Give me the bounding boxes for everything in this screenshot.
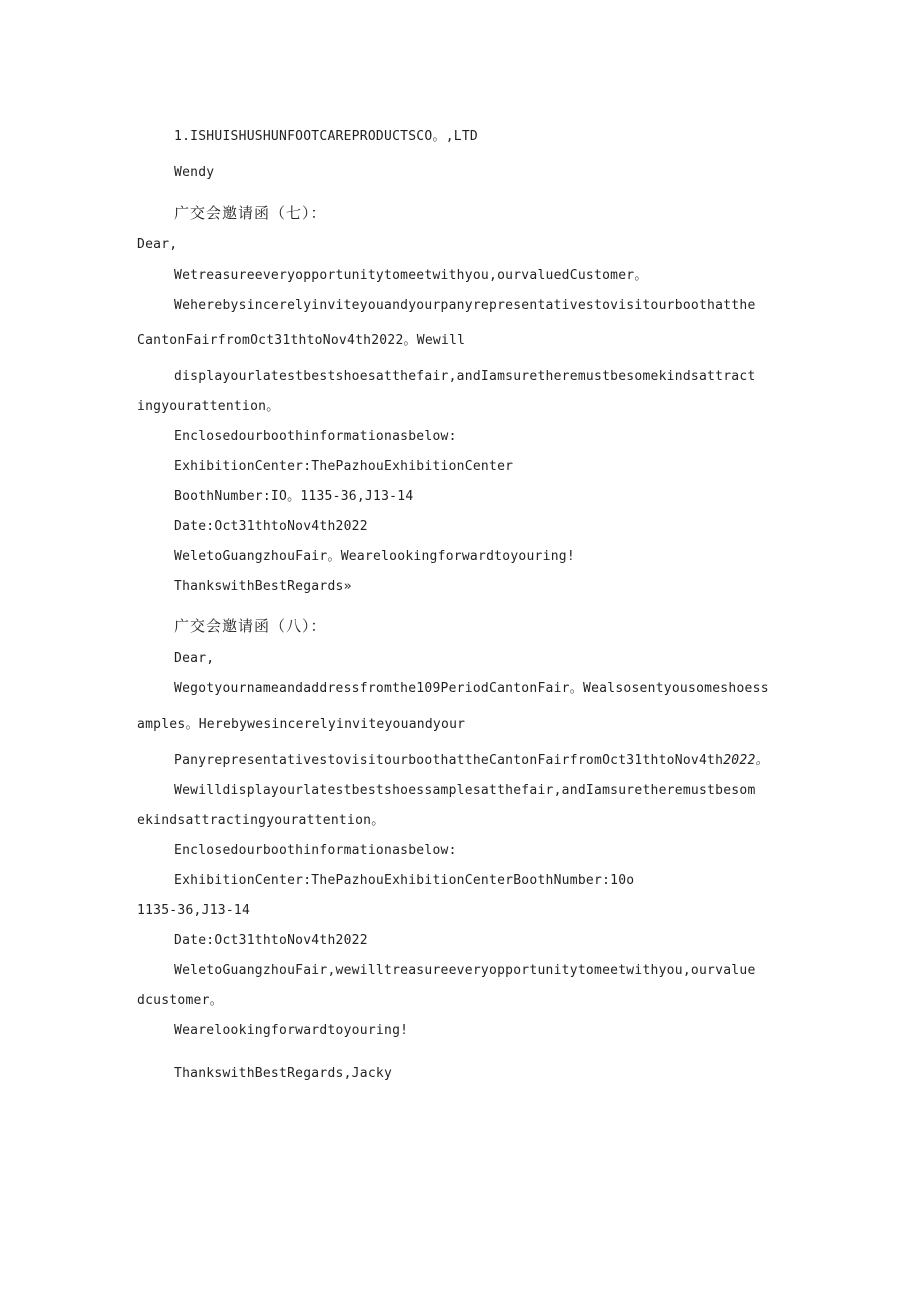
letter7-enclosed: Enclosedourboothinformationasbelow: — [174, 429, 457, 444]
signer-name: Wendy — [174, 165, 215, 180]
letter7-greeting: Dear, — [137, 237, 178, 252]
letter7-paragraph-2b: CantonFairfromOct31thtoNov4th2022。Wewill — [137, 333, 466, 348]
letter8-greeting: Dear, — [174, 651, 215, 666]
letter8-paragraph-1b: amples。Herebywesincerelyinviteyouandyour — [137, 717, 466, 732]
letter8-date: Date:Oct31thtoNov4th2022 — [174, 933, 368, 948]
letter8-booth-continued: 1135-36,J13-14 — [137, 903, 251, 918]
letter8-paragraph-2-year: 2022。 — [723, 753, 769, 768]
letter8-paragraph-1a: Wegotyournameandaddressfromthe109PeriodCantonFair。Wealsosentyousomeshoess — [174, 681, 769, 696]
letter8-paragraph-2-main: PanyrepresentativestovisitourboothattheCantonFairfromOct31thtoNov4th — [174, 753, 724, 768]
letter8-closing: ThankswithBestRegards,Jacky — [174, 1066, 393, 1081]
letter7-exhibition-center: ExhibitionCenter:ThePazhouExhibitionCenter — [174, 459, 514, 474]
letter8-paragraph-3b: ekindsattractingyourattention。 — [137, 813, 385, 828]
letter8-paragraph-3a: Wewilldisplayourlatestbestshoessamplesatthefair,andIamsuretheremustbesom — [174, 783, 756, 798]
letter8-looking-forward: Wearelookingforwardtoyouring! — [174, 1023, 409, 1038]
letter7-booth-number: BoothNumber:IO。1135-36,J13-14 — [174, 489, 414, 504]
letter8-enclosed: Enclosedourboothinformationasbelow: — [174, 843, 457, 858]
letter7-paragraph-3b: ingyourattention。 — [137, 399, 280, 414]
letter7-welcome: WeletoGuangzhouFair。Wearelookingforwardtoyouring! — [174, 549, 575, 564]
letter7-closing: ThankswithBestRegards» — [174, 579, 352, 594]
letter7-paragraph-2a: Weherebysincerelyinviteyouandyourpanyrepresentativestovisitourboothatthe — [174, 298, 756, 313]
letter8-paragraph-2 — [174, 753, 769, 769]
letter8-exhibition-booth: ExhibitionCenter:ThePazhouExhibitionCenterBoothNumber:10o — [174, 873, 635, 888]
letter7-paragraph-1: Wetreasureeveryopportunitytomeetwithyou,ourvaluedCustomer。 — [174, 268, 648, 283]
letter8-heading: 广交会邀请函（八）： — [174, 617, 327, 635]
letter7-date: Date:Oct31thtoNov4th2022 — [174, 519, 368, 534]
company-line: 1.ISHUISHUSHUNFOOTCAREPRODUCTSCO。,LTD — [174, 129, 479, 144]
letter7-paragraph-3a: displayourlatestbestshoesatthefair,andIamsuretheremustbesomekindsattract — [174, 369, 756, 384]
letter8-welcome-b: dcustomer。 — [137, 993, 223, 1008]
letter7-heading: 广交会邀请函（七）： — [174, 204, 327, 222]
letter8-welcome-a: WeletoGuangzhouFair,wewilltreasureeveryopportunitytomeetwithyou,ourvalue — [174, 963, 756, 978]
